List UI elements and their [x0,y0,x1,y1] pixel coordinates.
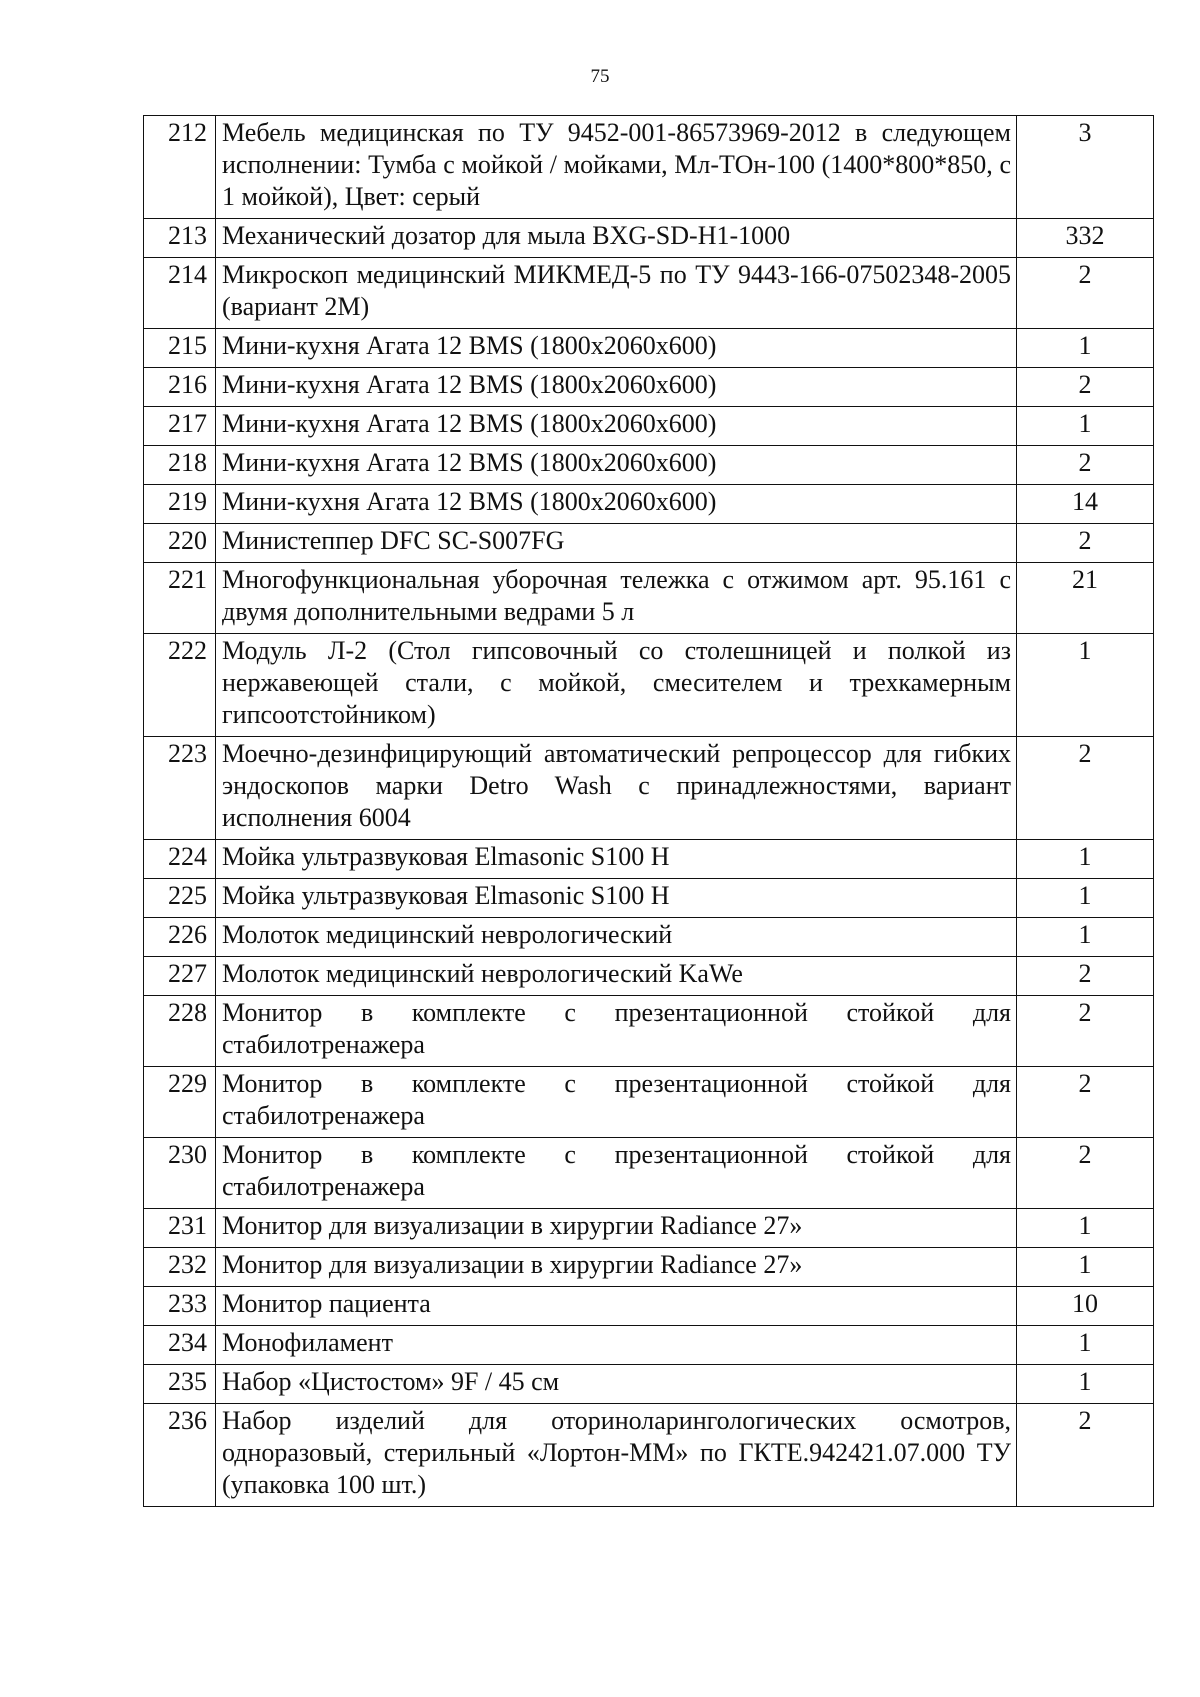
row-number: 234 [144,1326,216,1365]
row-number: 215 [144,329,216,368]
row-quantity: 1 [1017,1248,1154,1287]
row-quantity: 21 [1017,563,1154,634]
table-row [144,368,1154,407]
row-description: Набор изделий для оториноларингологических осмотров, одноразовый, стерильный «Лортон-ММ» по ГКТЕ.942421.07.000 ТУ (упаковка 100 шт.) [216,1404,1017,1507]
row-number: 232 [144,1248,216,1287]
row-description: Мойка ультразвуковая Elmasonic S100 H [216,840,1017,879]
row-quantity: 2 [1017,737,1154,840]
table-row [144,116,1154,219]
row-number: 217 [144,407,216,446]
row-quantity: 2 [1017,996,1154,1067]
table-row [144,1404,1154,1507]
row-description: Мини-кухня Агата 12 BMS (1800х2060х600) [216,446,1017,485]
row-description: Монитор в комплекте с презентационной стойкой для стабилотренажера [216,1138,1017,1209]
row-description: Монитор для визуализации в хирургии Radiance 27» [216,1248,1017,1287]
row-description: Монитор в комплекте с презентационной стойкой для стабилотренажера [216,996,1017,1067]
table-row [144,1248,1154,1287]
table-row [144,524,1154,563]
table-row [144,879,1154,918]
table-row [144,563,1154,634]
row-quantity: 14 [1017,485,1154,524]
table-row [144,258,1154,329]
row-number: 213 [144,219,216,258]
row-quantity: 3 [1017,116,1154,219]
row-description: Модуль Л-2 (Стол гипсовочный со столешницей и полкой из нержавеющей стали, с мойкой, смесителем и трехкамерным гипсоотстойником) [216,634,1017,737]
table-row [144,446,1154,485]
row-description: Монитор в комплекте с презентационной стойкой для стабилотренажера [216,1067,1017,1138]
row-quantity: 1 [1017,879,1154,918]
row-number: 231 [144,1209,216,1248]
row-quantity: 2 [1017,1404,1154,1507]
row-number: 229 [144,1067,216,1138]
table-row [144,329,1154,368]
equipment-table [143,115,1154,1507]
table-row [144,219,1154,258]
table-row [144,485,1154,524]
row-description: Микроскоп медицинский МИКМЕД-5 по ТУ 9443-166-07502348-2005 (вариант 2М) [216,258,1017,329]
table-row [144,840,1154,879]
table-row [144,918,1154,957]
row-number: 218 [144,446,216,485]
row-description: Мебель медицинская по ТУ 9452-001-86573969-2012 в следующем исполнении: Тумба с мойкой / мойками, Мл-ТОн-100 (1400*800*850, с 1 мойкой), Цвет: серый [216,116,1017,219]
table-row [144,957,1154,996]
table-row [144,737,1154,840]
row-number: 220 [144,524,216,563]
row-description: Монитор для визуализации в хирургии Radiance 27» [216,1209,1017,1248]
page-number: 75 [590,66,610,87]
row-number: 227 [144,957,216,996]
row-quantity: 1 [1017,329,1154,368]
row-number: 236 [144,1404,216,1507]
row-quantity: 2 [1017,446,1154,485]
row-quantity: 332 [1017,219,1154,258]
table-row [144,407,1154,446]
row-description: Мини-кухня Агата 12 BMS (1800х2060х600) [216,407,1017,446]
row-quantity: 1 [1017,407,1154,446]
row-number: 216 [144,368,216,407]
row-number: 222 [144,634,216,737]
table-row [144,1287,1154,1326]
row-number: 233 [144,1287,216,1326]
table-row [144,1209,1154,1248]
table-row [144,634,1154,737]
row-description: Мини-кухня Агата 12 BMS (1800х2060х600) [216,329,1017,368]
row-description: Многофункциональная уборочная тележка с отжимом арт. 95.161 с двумя дополнительными ведрами 5 л [216,563,1017,634]
row-description: Набор «Цистостом» 9F / 45 см [216,1365,1017,1404]
row-number: 214 [144,258,216,329]
row-description: Министеппер DFC SC-S007FG [216,524,1017,563]
row-description: Молоток медицинский неврологический KaWe [216,957,1017,996]
row-quantity: 1 [1017,1326,1154,1365]
row-number: 226 [144,918,216,957]
row-number: 224 [144,840,216,879]
row-quantity: 10 [1017,1287,1154,1326]
row-description: Механический дозатор для мыла BXG-SD-H1-1000 [216,219,1017,258]
row-number: 223 [144,737,216,840]
row-number: 228 [144,996,216,1067]
table-row [144,1326,1154,1365]
row-quantity: 2 [1017,368,1154,407]
table-row [144,996,1154,1067]
row-quantity: 1 [1017,1365,1154,1404]
row-number: 221 [144,563,216,634]
row-number: 219 [144,485,216,524]
table-row [144,1138,1154,1209]
row-description: Монофиламент [216,1326,1017,1365]
row-description: Моечно-дезинфицирующий автоматический репроцессор для гибких эндоскопов марки Detro Wash с принадлежностями, вариант исполнения 6004 [216,737,1017,840]
row-number: 212 [144,116,216,219]
row-quantity: 1 [1017,918,1154,957]
row-number: 230 [144,1138,216,1209]
row-description: Молоток медицинский неврологический [216,918,1017,957]
row-quantity: 1 [1017,1209,1154,1248]
row-quantity: 2 [1017,957,1154,996]
row-quantity: 1 [1017,840,1154,879]
row-number: 225 [144,879,216,918]
row-description: Мини-кухня Агата 12 BMS (1800х2060х600) [216,368,1017,407]
row-description: Мойка ультразвуковая Elmasonic S100 H [216,879,1017,918]
row-quantity: 2 [1017,1138,1154,1209]
row-quantity: 2 [1017,524,1154,563]
row-number: 235 [144,1365,216,1404]
row-quantity: 2 [1017,258,1154,329]
row-description: Мини-кухня Агата 12 BMS (1800х2060х600) [216,485,1017,524]
row-quantity: 2 [1017,1067,1154,1138]
table-row [144,1365,1154,1404]
row-quantity: 1 [1017,634,1154,737]
row-description: Монитор пациента [216,1287,1017,1326]
table-row [144,1067,1154,1138]
